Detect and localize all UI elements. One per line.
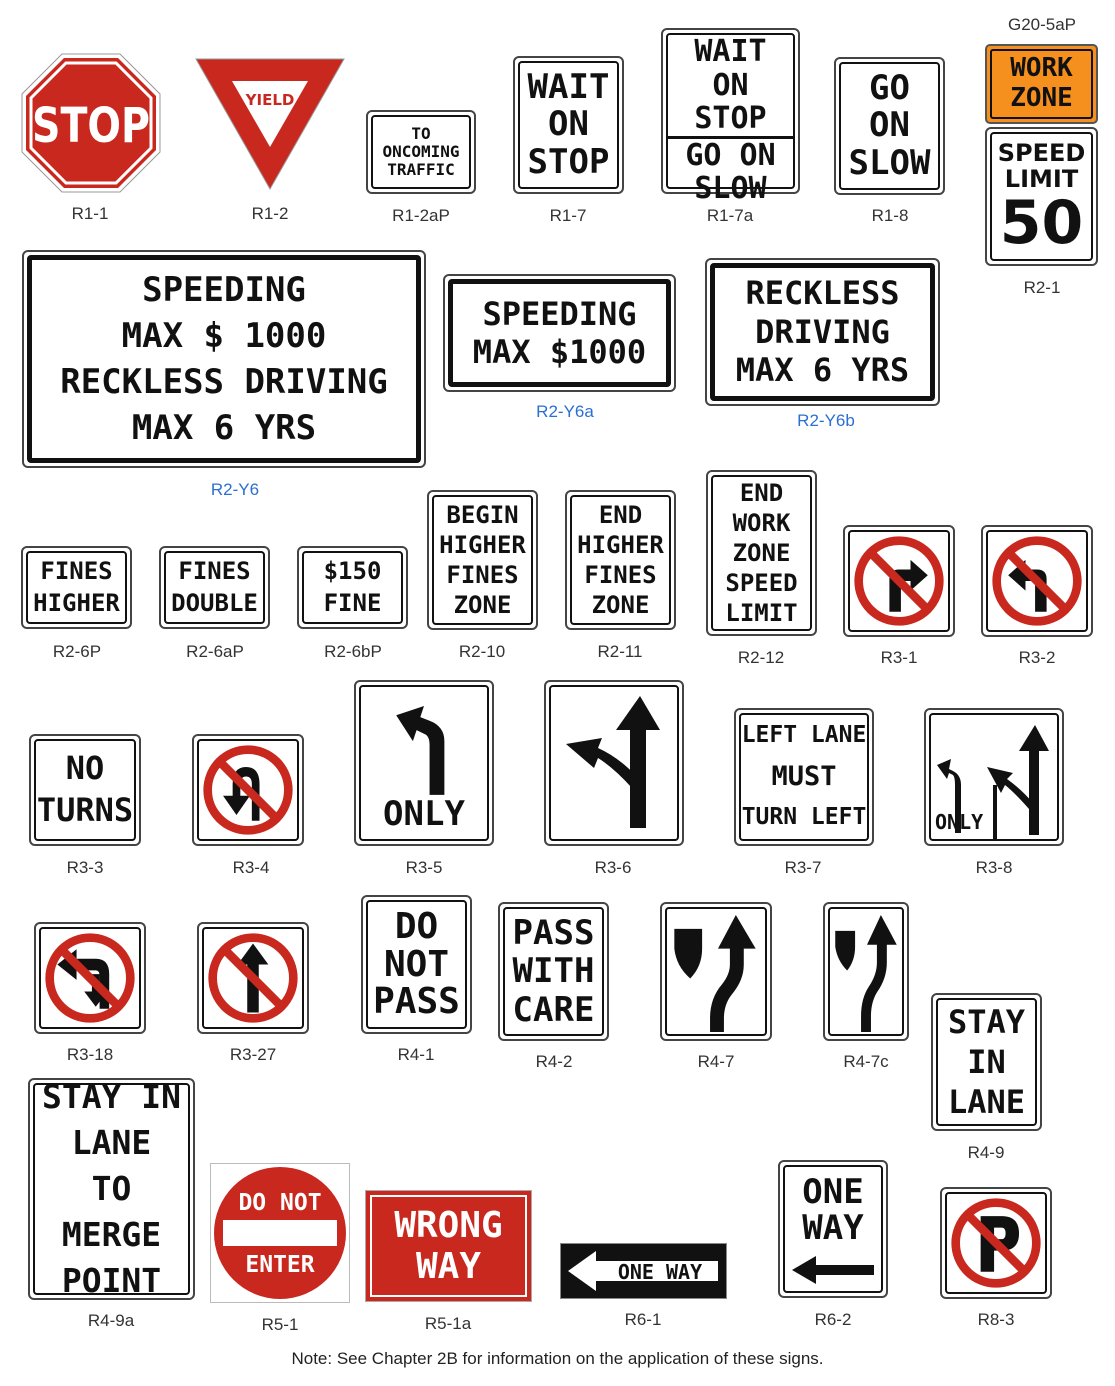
- do-not-text: DO NOT: [238, 1190, 322, 1216]
- sign-code: R6-1: [624, 1310, 662, 1329]
- keep-right-sign: [660, 902, 772, 1041]
- sign-line: LANE: [947, 1083, 1026, 1121]
- no-u-turn-sign: [192, 734, 304, 846]
- sign-line: RECKLESS DRIVING: [60, 362, 388, 402]
- sign-line: ONCOMING: [382, 142, 460, 162]
- wait-on-stop-sign: [513, 56, 624, 194]
- sign-code: R3-7: [784, 858, 822, 877]
- sign-line: WITH: [512, 951, 595, 992]
- left-turn-arrow-icon: [374, 693, 474, 795]
- sign-code: G20-5aP: [1007, 15, 1077, 34]
- keep-right-icon: [831, 909, 901, 1034]
- no-u-turn-no-left-icon: [42, 930, 138, 1026]
- sign-line: HIGHER: [577, 531, 664, 559]
- sign-code: R4-7: [697, 1052, 735, 1071]
- speeding-max-fine-sign: [443, 274, 676, 392]
- sign-line: TO MERGE: [61, 1168, 162, 1255]
- sign-line: FINE: [323, 588, 382, 617]
- sign-code: R3-6: [594, 858, 632, 877]
- sign-line: STOP: [694, 101, 767, 137]
- sign-line: MAX 6 YRS: [131, 408, 317, 449]
- sign-line: SLOW: [848, 142, 931, 183]
- left-and-through-arrows-icon: [554, 688, 674, 838]
- sign-line: MAX $1000: [472, 333, 647, 371]
- sign-line: HIGHER: [439, 531, 526, 559]
- sign-code: R2-12: [737, 648, 785, 667]
- no-u-turn-icon: [200, 742, 296, 838]
- sign-line: DO: [394, 905, 439, 947]
- left-lane-must-turn-left-sign: [734, 708, 874, 846]
- keep-right-icon: [668, 909, 764, 1034]
- to-oncoming-traffic-plaque: [366, 110, 476, 194]
- no-straight-through-icon: [205, 930, 301, 1026]
- sign-line: TRAFFIC: [387, 159, 455, 179]
- no-right-turn-icon: [851, 533, 947, 629]
- sign-line: WAY: [802, 1207, 864, 1248]
- no-parking-icon: [948, 1195, 1044, 1291]
- sign-line: LANE: [71, 1122, 152, 1162]
- sign-line: GO ON: [685, 137, 776, 173]
- sign-code: R5-1: [261, 1315, 299, 1334]
- wait-on-stop-go-on-slow-sign: [661, 28, 800, 207]
- sign-code: R3-27: [229, 1045, 277, 1064]
- sign-line: LIMIT: [725, 599, 798, 627]
- fine-amount-plaque: [297, 546, 408, 629]
- sign-code: R2-6aP: [186, 642, 244, 661]
- one-way-text: ONE WAY: [617, 1260, 703, 1284]
- sign-line: FINES: [446, 561, 519, 589]
- sign-line: SPEEDING: [142, 269, 306, 310]
- sign-line: BEGIN: [446, 501, 519, 529]
- sign-line: DRIVING: [755, 312, 890, 351]
- no-right-turn-sign: [843, 525, 955, 637]
- sign-line: ON: [548, 104, 589, 145]
- sign-line: POINT: [61, 1261, 162, 1301]
- stop-sign: [20, 52, 162, 194]
- only-text: ONLY: [383, 793, 465, 834]
- left-turn-only-sign: [354, 680, 494, 846]
- sign-line: LEFT LANE: [741, 721, 867, 748]
- no-parking-sign: [940, 1187, 1052, 1299]
- do-not-enter-sign: [210, 1163, 350, 1303]
- only-text: ONLY: [935, 809, 984, 834]
- sign-code: R5-1a: [424, 1314, 472, 1333]
- sign-line: IN: [967, 1043, 1006, 1081]
- sign-line: SPEED: [725, 569, 798, 597]
- sign-line: STAY IN: [41, 1076, 182, 1116]
- sign-code: R2-10: [458, 642, 506, 661]
- yield-sign: [192, 55, 348, 193]
- sign-line: WRONG: [394, 1204, 503, 1246]
- sign-line: WORK: [732, 509, 791, 537]
- sign-line: NO: [65, 749, 105, 788]
- sign-line: $150: [323, 557, 382, 586]
- sign-code: R4-2: [535, 1052, 573, 1071]
- sign-line: MAX $ 1000: [121, 315, 327, 356]
- no-left-turn-sign: [981, 525, 1093, 637]
- sign-code: R1-2: [251, 204, 289, 223]
- sign-code: R2-11: [597, 642, 643, 661]
- sign-line: SPEED: [997, 139, 1086, 167]
- sign-line: ONE: [802, 1172, 864, 1212]
- sign-code: R1-7a: [706, 206, 754, 225]
- sign-code: R1-2aP: [392, 206, 450, 225]
- one-way-vertical-sign: [778, 1160, 888, 1298]
- no-u-turn-no-left-turn-sign: [34, 922, 146, 1034]
- no-straight-through-sign: [197, 922, 309, 1034]
- sign-code: R3-18: [66, 1045, 114, 1064]
- enter-text: ENTER: [245, 1252, 315, 1278]
- sign-code: R2-6bP: [324, 642, 382, 661]
- wrong-way-sign: [365, 1190, 532, 1302]
- stop-text: STOP: [32, 98, 150, 154]
- sign-line: LIMIT: [1004, 165, 1079, 194]
- optional-movement-lane-sign: [544, 680, 684, 846]
- sign-code: R3-4: [232, 858, 270, 877]
- sign-code: R3-3: [66, 858, 104, 877]
- sign-line: WAIT: [527, 66, 610, 107]
- sign-line: RECKLESS: [745, 274, 900, 313]
- sign-code: R4-9: [967, 1143, 1005, 1162]
- sign-code: R3-8: [975, 858, 1013, 877]
- sign-line: GO: [869, 67, 910, 108]
- one-way-horizontal-sign: [560, 1243, 727, 1299]
- lane-use-control-sign: [924, 708, 1064, 846]
- begin-higher-fines-zone-sign: [427, 490, 538, 630]
- sign-line: PASS: [512, 913, 595, 954]
- yield-text: YIELD: [245, 91, 295, 109]
- sign-code: R2-1: [1023, 278, 1061, 297]
- no-turns-sign: [29, 734, 141, 846]
- no-left-turn-icon: [989, 533, 1085, 629]
- sign-line: END: [739, 479, 784, 507]
- sign-code: R8-3: [977, 1310, 1015, 1329]
- reckless-driving-sign: [705, 258, 940, 406]
- sign-line: SLOW: [694, 171, 767, 207]
- speed-limit-sign: [985, 127, 1098, 266]
- sign-code: R6-2: [814, 1310, 852, 1329]
- sign-code: R1-1: [71, 204, 109, 223]
- sign-code: R3-2: [1018, 648, 1056, 667]
- sign-code: R3-5: [405, 858, 443, 877]
- sign-line: PASS: [373, 981, 460, 1023]
- speeding-reckless-driving-sign: [22, 250, 426, 468]
- sign-code: R3-1: [880, 648, 918, 667]
- speed-limit-number: 50: [999, 187, 1084, 258]
- stay-in-lane-to-merge-point-sign: [28, 1078, 195, 1300]
- sign-line: FINES: [178, 557, 251, 586]
- footnote: Note: See Chapter 2B for information on the application of these signs.: [291, 1349, 824, 1368]
- sign-code: R4-9a: [87, 1311, 135, 1330]
- sign-line: TURNS: [36, 791, 134, 829]
- do-not-pass-sign: [361, 895, 472, 1034]
- sign-line: HIGHER: [33, 588, 120, 617]
- sign-line: FINES: [40, 557, 113, 586]
- left-arrow-icon: [788, 1252, 878, 1288]
- sign-line: DOUBLE: [171, 588, 258, 617]
- sign-code: R4-1: [397, 1045, 435, 1064]
- sign-code: R2-Y6: [210, 480, 260, 499]
- sign-line: WAIT ON: [694, 34, 767, 103]
- work-zone-plaque: [985, 44, 1098, 124]
- sign-line: MAX 6 YRS: [735, 351, 910, 390]
- sign-line: TO: [411, 124, 431, 144]
- sign-line: END: [598, 501, 643, 529]
- sign-line: CARE: [512, 989, 595, 1030]
- sign-line: ON: [869, 105, 910, 146]
- sign-line: STOP: [527, 141, 610, 182]
- sign-code: R1-7: [549, 206, 587, 225]
- sign-line: ZONE: [1010, 83, 1073, 113]
- end-higher-fines-zone-sign: [565, 490, 676, 630]
- sign-code: R2-Y6a: [536, 402, 594, 421]
- sign-line: MUST: [771, 760, 837, 792]
- sign-line: TURN LEFT: [741, 804, 867, 831]
- sign-line: ZONE: [591, 591, 650, 619]
- end-work-zone-speed-limit-sign: [706, 470, 817, 636]
- fines-double-plaque: [159, 546, 270, 629]
- stay-in-lane-sign: [931, 993, 1042, 1131]
- sign-line: ZONE: [453, 591, 512, 619]
- fines-higher-plaque: [21, 546, 132, 629]
- sign-line: WORK: [1010, 53, 1073, 84]
- sign-line: STAY: [947, 1003, 1026, 1041]
- go-on-slow-sign: [834, 57, 945, 195]
- sign-code: R1-8: [871, 206, 909, 225]
- sign-line: SPEEDING: [482, 294, 637, 333]
- sign-code: R2-6P: [52, 642, 102, 661]
- keep-right-narrow-sign: [823, 902, 909, 1041]
- pass-with-care-sign: [498, 902, 609, 1041]
- sign-line: WAY: [415, 1246, 482, 1287]
- sign-line: FINES: [584, 561, 657, 589]
- sign-code: R4-7c: [843, 1052, 889, 1071]
- sign-line: NOT: [383, 943, 450, 985]
- sign-code: R2-Y6b: [797, 411, 855, 430]
- sign-line: ZONE: [732, 539, 791, 567]
